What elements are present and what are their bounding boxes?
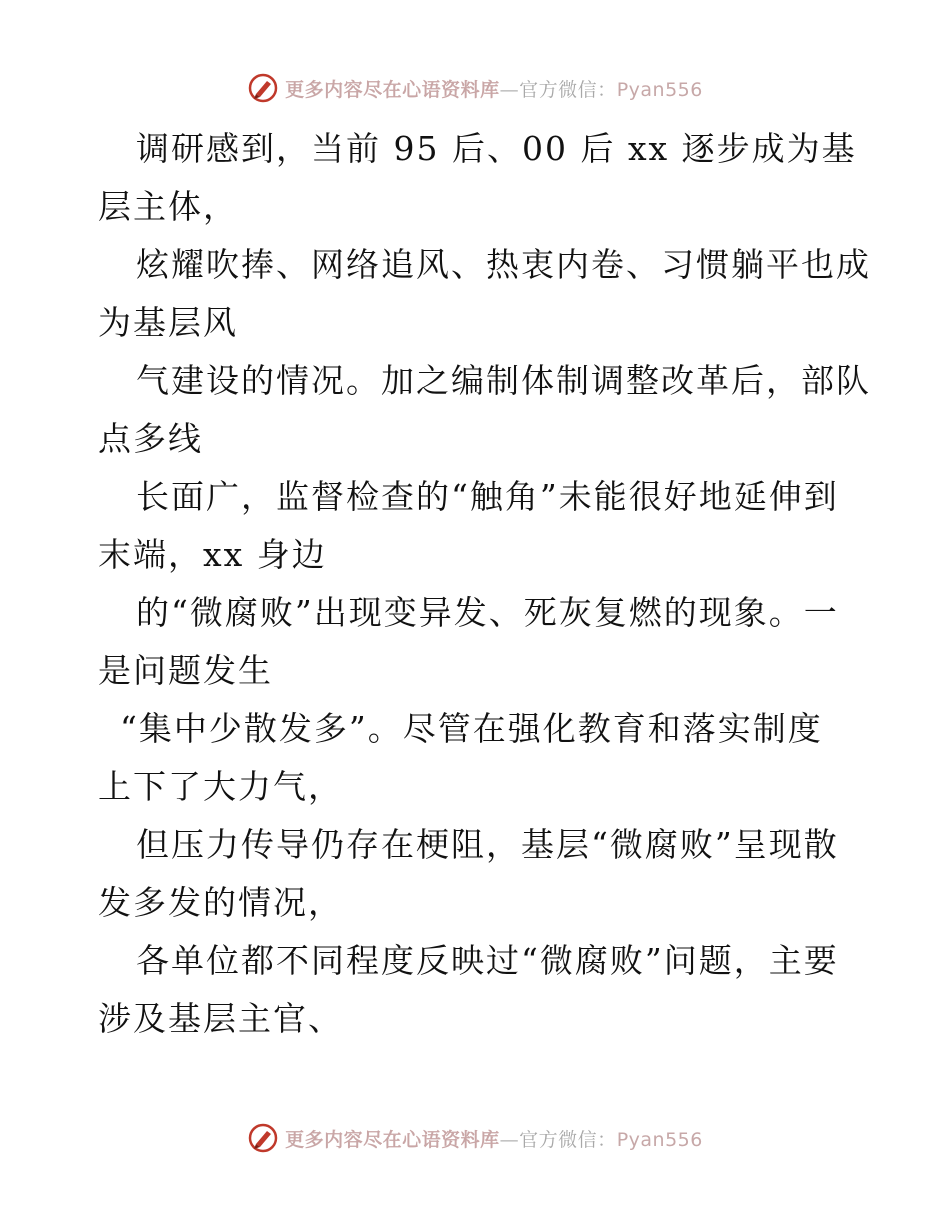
header-watermark-main: 更多内容尽在心语资料库 (285, 78, 500, 101)
body-line-15: 各单位都不同程度反映过“微腐败”问题，主要 (136, 941, 839, 980)
body-line-16: 涉及基层主官、 (98, 999, 343, 1038)
body-line-4: 为基层风 (98, 303, 238, 342)
body-line-8: 末端，xx 身边 (98, 535, 327, 574)
document-body (98, 120, 871, 1048)
pen-logo-icon (247, 72, 279, 104)
body-line-1: 调研感到，当前 95 后、00 后 xx 逐步成为基 (136, 129, 857, 168)
header-watermark-sep: — (499, 78, 520, 101)
body-line-14: 发多发的情况， (98, 883, 343, 922)
body-line-10: 是问题发生 (98, 651, 273, 690)
footer-watermark-text (285, 1125, 703, 1152)
footer-watermark-id: Pyan556 (616, 1128, 703, 1151)
body-line-5: 气建设的情况。加之编制体制调整改革后，部队 (136, 361, 871, 400)
footer-watermark-sep: — (499, 1128, 520, 1151)
body-line-2: 层主体， (98, 187, 238, 226)
header-watermark-id: Pyan556 (616, 78, 703, 101)
body-line-9: 的“微腐败”出现变异发、死灰复燃的现象。一 (136, 593, 839, 632)
header-watermark-wechat: 官方微信： (519, 78, 617, 101)
header-watermark-text (285, 75, 703, 102)
pen-logo-icon (247, 1122, 279, 1154)
body-line-12: 上下了大力气， (98, 767, 343, 806)
body-line-7: 长面广，监督检查的“触角”未能很好地延伸到 (136, 477, 839, 516)
page-footer-watermark (0, 1122, 950, 1154)
body-line-13: 但压力传导仍存在梗阻，基层“微腐败”呈现散 (136, 825, 839, 864)
footer-watermark-main: 更多内容尽在心语资料库 (285, 1128, 500, 1151)
page-header-watermark (0, 72, 950, 104)
body-line-3: 炫耀吹捧、网络追风、热衷内卷、习惯躺平也成 (136, 245, 871, 284)
footer-watermark-wechat: 官方微信： (519, 1128, 617, 1151)
body-line-6: 点多线 (98, 419, 203, 458)
body-line-11: “集中少散发多”。尽管在强化教育和落实制度 (120, 709, 823, 748)
